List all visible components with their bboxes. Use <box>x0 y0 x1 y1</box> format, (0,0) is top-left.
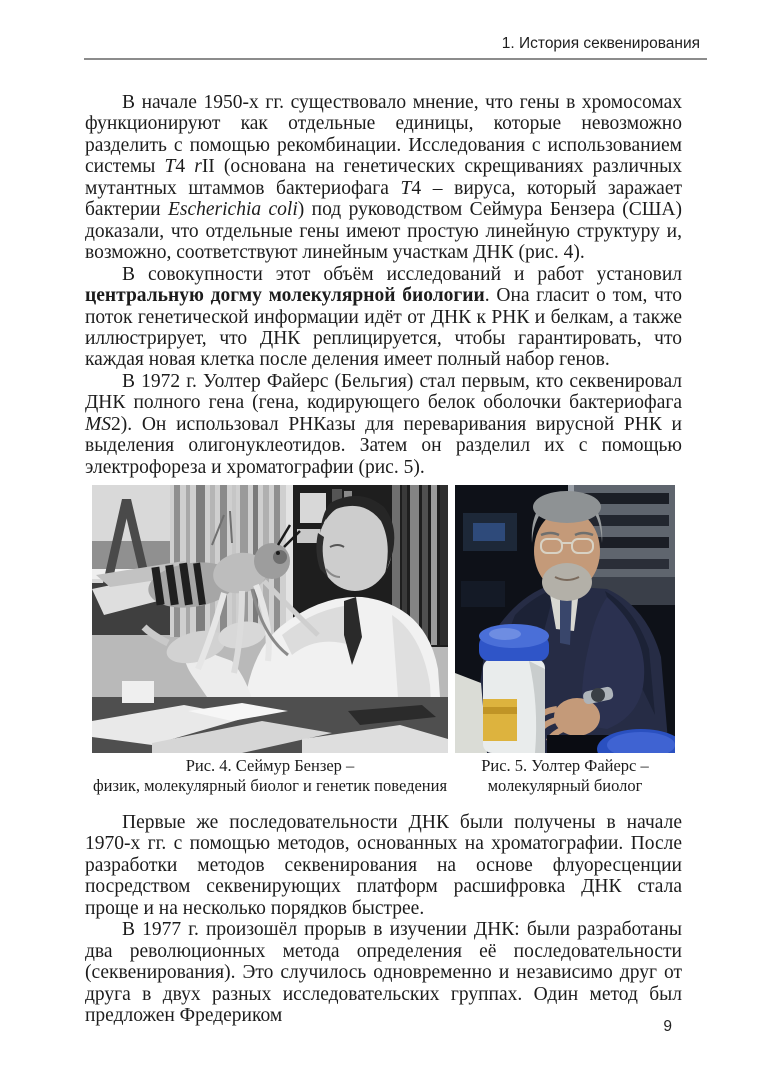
paragraph-4: Первые же последовательности ДНК были получены в начале 1970-х гг. с помощью методов, основанных на хроматографии. После разработки методов секвенирования на основе флуоресценции посредством секвенирующих платформ расшифровка ДНК стала проще и на несколько порядков быстрее. <box>85 812 682 919</box>
figures-row <box>92 485 675 796</box>
paragraph-2: В совокупности этот объём исследований и работ установил центральную догму молекулярной биологии. Она гласит о том, что поток генетической информации идёт от ДНК к РНК и белкам, а также иллюстрирует, что ДНК реплицируется, чтобы гарантировать, что каждая новая клетка после деления имеет полный набор генов. <box>85 263 683 371</box>
paragraph-3: В 1972 г. Уолтер Файерс (Бельгия) стал первым, кто секвенировал ДНК полного гена (гена, кодирующего белок оболочки бактериофага MS2). Он использовал РНКазы для переваривания вирусной РНК и выделения олигонуклеотидов. Затем он разделил их с помощью электрофореза и хроматографии (рис. 5). <box>85 370 682 478</box>
paragraph-1: В начале 1950-х гг. существовало мнение, что гены в хромосомах функционируют как отдельные единицы, которые невозможно разделить с помощью рекомбинации. Исследования с использованием системы Т4 rII (основана на генетических скрещиваниях различных мутантных штаммов бактериофага Т4 – вируса, который заражает бактерии Escherichia coli) под руководством Сеймура Бензера (США) доказали, что отдельные гены имеют простую линейную структуру и, возможно, соответствуют линейным участкам ДНК (рис. 4). <box>85 92 683 264</box>
header-rule <box>84 58 707 60</box>
figure-4 <box>92 485 448 796</box>
figure-4-photo-benzer <box>92 485 448 753</box>
paragraph-5: В 1977 г. произошёл прорыв в изучении ДНК: были разработаны два революционных метода определения её последовательности (секвенирования). Это случилось одновременно и независимо друг от друга в двух разных исследовательских группах. Один метод был предложен Фредериком <box>85 919 682 1027</box>
figure-4-caption-line2: физик, молекулярный биолог и генетик поведения <box>92 776 448 795</box>
figure-5-caption-line1: Рис. 5. Уолтер Файерс – <box>481 756 649 775</box>
figure-5 <box>455 485 675 796</box>
running-header: 1. История секвенирования <box>501 35 700 52</box>
figure-5-photo-fiers <box>455 485 675 753</box>
page-number: 9 <box>663 1018 672 1035</box>
figure-5-caption-line2: молекулярный биолог <box>487 776 643 795</box>
figure-4-caption-line1: Рис. 4. Сеймур Бензер – <box>185 756 355 775</box>
text-column-upper <box>85 92 682 478</box>
figure-5-caption <box>422 756 708 796</box>
text-column-lower <box>85 812 682 1027</box>
